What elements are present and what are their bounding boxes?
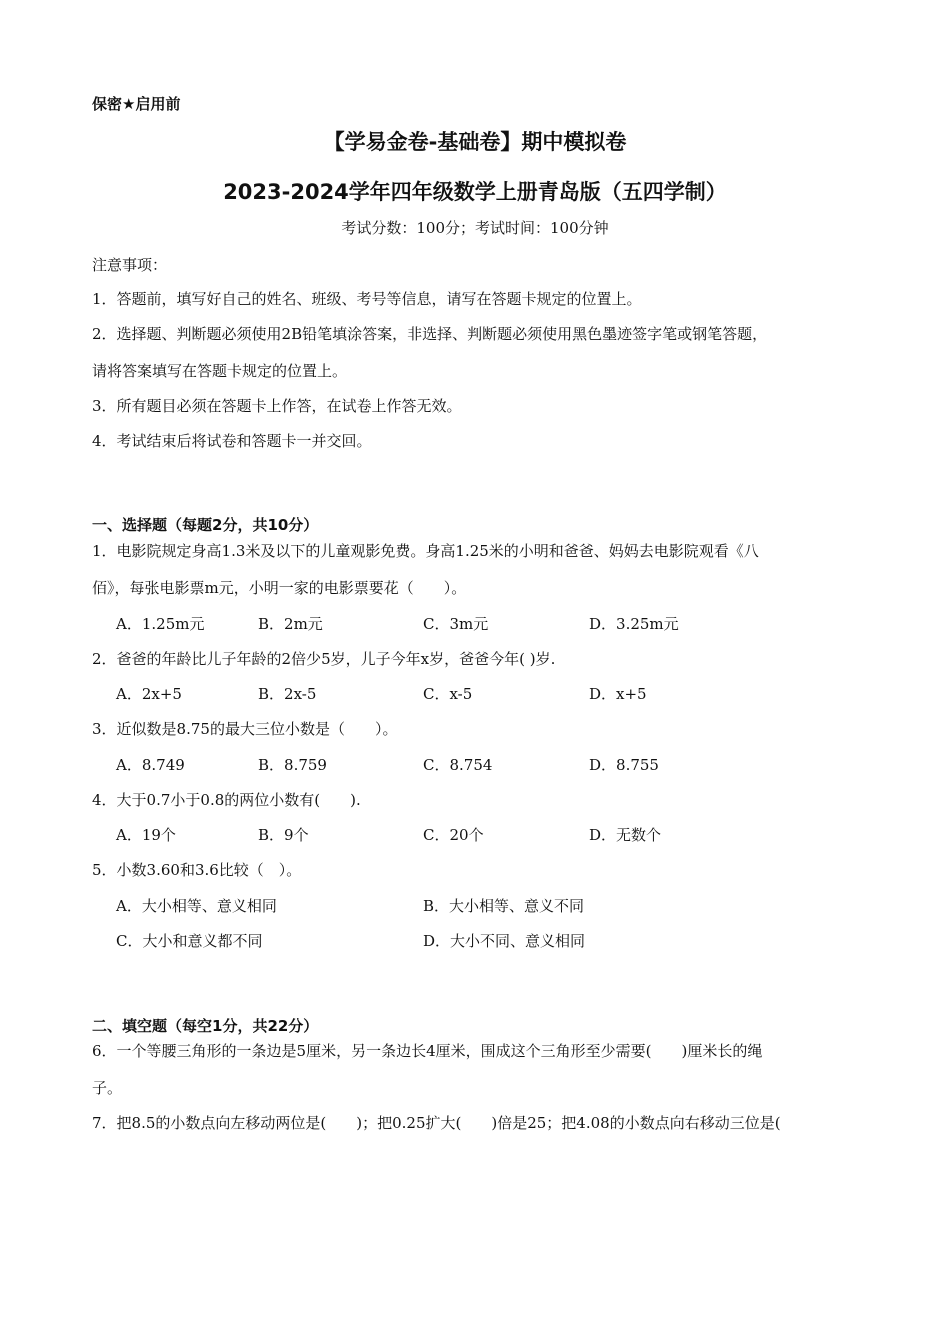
question-7: 7．把8.5的小数点向左移动两位是( )；把0.25扩大( )倍是25；把4.08的小数点向右移动三位是( — [92, 1114, 781, 1132]
q5-option-a: A．大小相等、意义相同 — [116, 897, 277, 915]
exam-title: 【学易金卷-基础卷】期中模拟卷 — [323, 130, 627, 154]
q5-option-d: D．大小不同、意义相同 — [423, 932, 586, 950]
question-1-cont: 佰》，每张电影票m元，小明一家的电影票要花（ ）。 — [92, 579, 467, 597]
question-3: 3．近似数是8.75的最大三位小数是（ ）。 — [92, 720, 398, 738]
note-item: 2．选择题、判断题必须使用2B铅笔填涂答案，非选择、判断题必须使用黑色墨迹签字笔或钢笔答题， — [92, 325, 768, 343]
question-5: 5．小数3.60和3.6比较（ ）。 — [92, 861, 302, 879]
note-item: 1．答题前，填写好自己的姓名、班级、考号等信息，请写在答题卡规定的位置上。 — [92, 290, 642, 308]
q3-option-d: D．8.755 — [589, 756, 659, 774]
section-fill-heading: 二、填空题（每空1分，共22分） — [92, 1017, 319, 1035]
q4-option-c: C．20个 — [423, 826, 484, 844]
q2-option-c: C．x-5 — [423, 685, 473, 703]
q4-option-a: A．19个 — [116, 826, 176, 844]
q1-option-d: D．3.25m元 — [589, 615, 679, 633]
section-choice-heading: 一、选择题（每题2分，共10分） — [92, 516, 319, 534]
q4-option-b: B．9个 — [258, 826, 309, 844]
question-6-cont: 子。 — [92, 1079, 123, 1097]
q5-option-c: C．大小和意义都不同 — [116, 932, 263, 950]
q1-option-a: A．1.25m元 — [116, 615, 205, 633]
question-2: 2．爸爸的年龄比儿子年龄的2倍少5岁，儿子今年x岁，爸爸今年( )岁. — [92, 650, 556, 668]
question-6: 6．一个等腰三角形的一条边是5厘米，另一条边长4厘米，围成这个三角形至少需要( )厘米长的绳 — [92, 1042, 763, 1060]
exam-subtitle: 2023-2024学年四年级数学上册青岛版（五四学制） — [223, 180, 727, 204]
question-1: 1．电影院规定身高1.3米及以下的儿童观影免费。身高1.25米的小明和爸爸、妈妈去电影院观看《八 — [92, 542, 759, 560]
notes-heading: 注意事项： — [92, 256, 168, 274]
note-item: 请将答案填写在答题卡规定的位置上。 — [92, 362, 348, 380]
confidential-label: 保密★启用前 — [92, 95, 181, 113]
question-4: 4．大于0.7小于0.8的两位小数有( ). — [92, 791, 361, 809]
q1-option-c: C．3m元 — [423, 615, 489, 633]
q4-option-d: D．无数个 — [589, 826, 662, 844]
q2-option-d: D．x+5 — [589, 685, 647, 703]
q5-option-b: B．大小相等、意义不同 — [423, 897, 585, 915]
q3-option-b: B．8.759 — [258, 756, 327, 774]
q2-option-b: B．2x-5 — [258, 685, 317, 703]
q2-option-a: A．2x+5 — [116, 685, 182, 703]
exam-info: 考试分数：100分；考试时间：100分钟 — [341, 219, 609, 237]
q3-option-a: A．8.749 — [116, 756, 185, 774]
note-item: 4．考试结束后将试卷和答题卡一并交回。 — [92, 432, 372, 450]
q1-option-b: B．2m元 — [258, 615, 323, 633]
q3-option-c: C．8.754 — [423, 756, 493, 774]
note-item: 3．所有题目必须在答题卡上作答，在试卷上作答无效。 — [92, 397, 462, 415]
